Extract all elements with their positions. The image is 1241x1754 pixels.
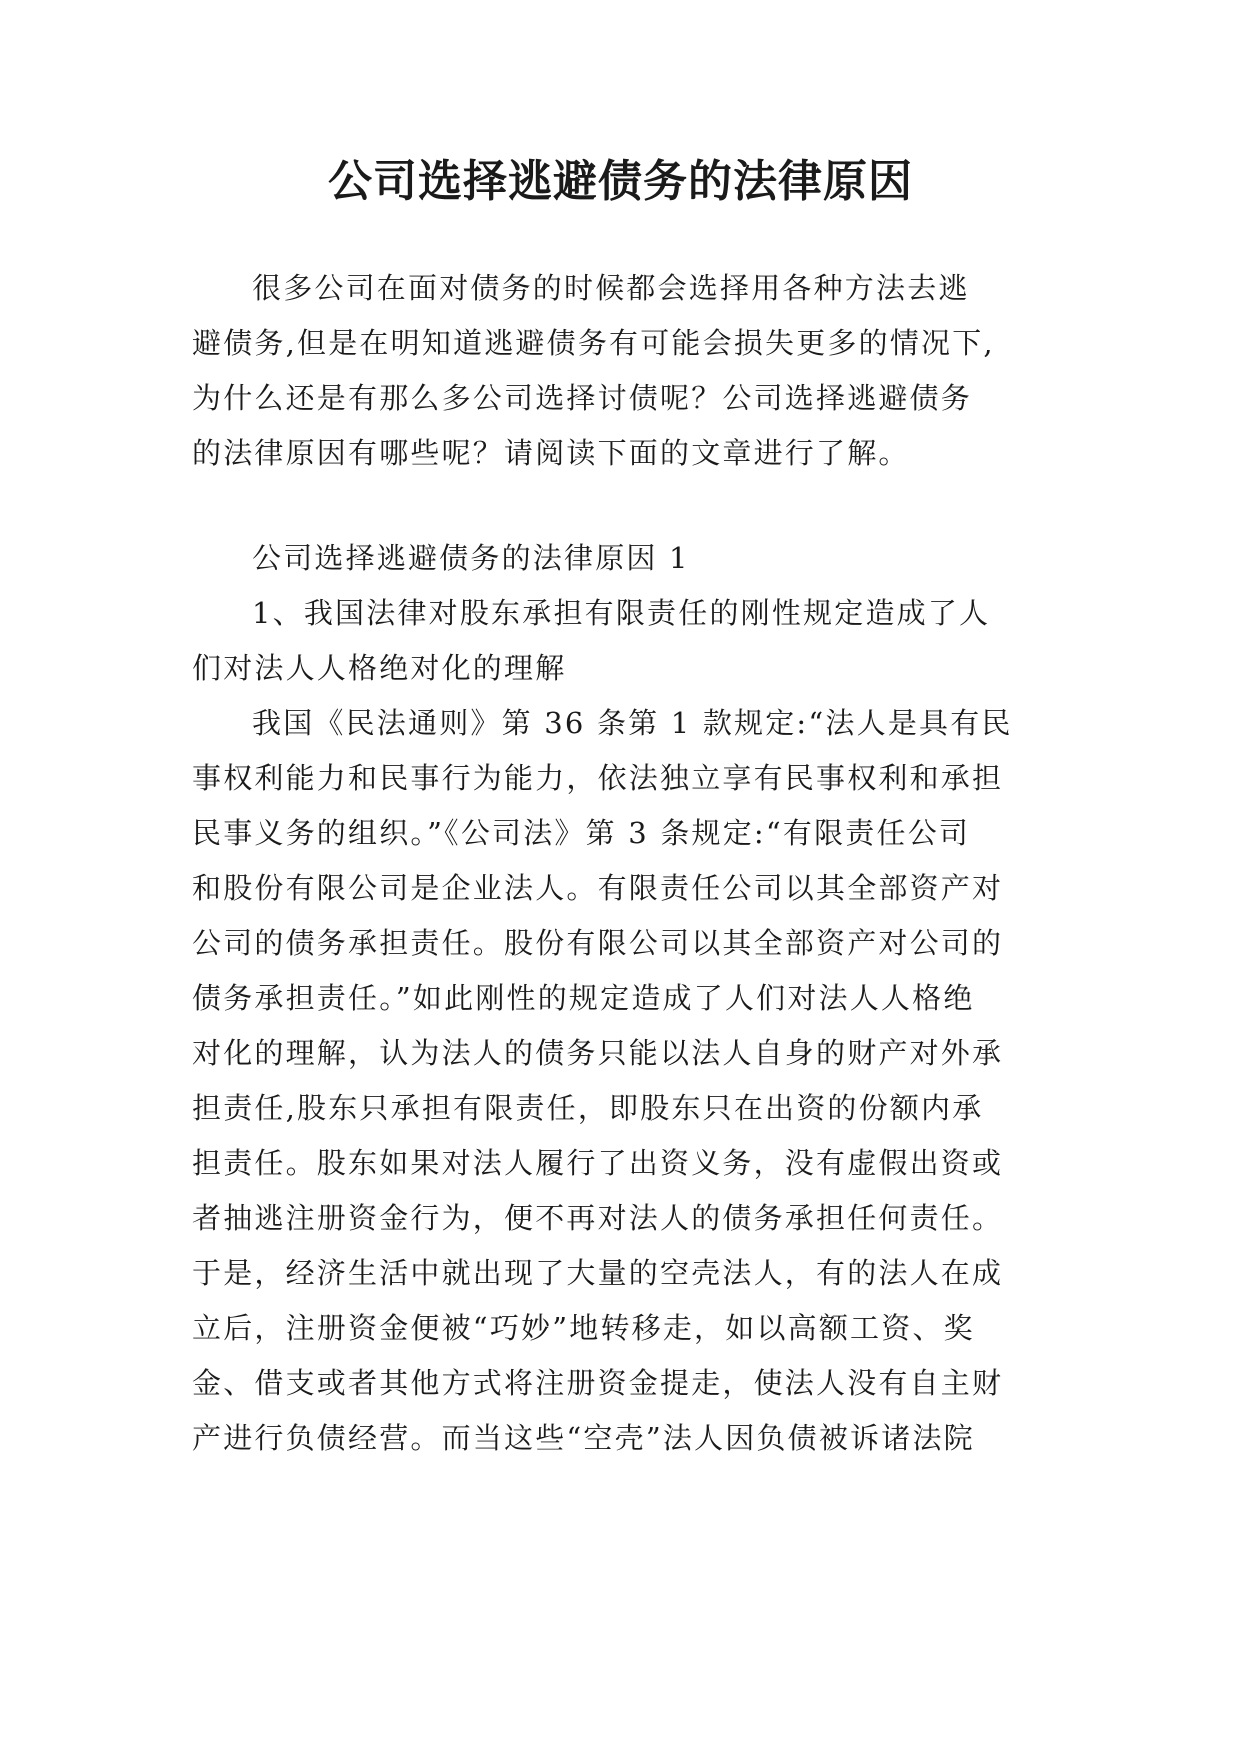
body-line: 对化的理解，认为法人的债务只能以法人自身的财产对外承 [192,1036,1004,1070]
body-line: 我国《民法通则》第 36 条第 1 款规定:“法人是具有民 [252,706,1013,740]
intro-line: 的法律原因有哪些呢？请阅读下面的文章进行了解。 [192,436,910,470]
document-title: 公司选择逃避债务的法律原因 [328,156,913,207]
body-line: 于是，经济生活中就出现了大量的空壳法人，有的法人在成 [192,1256,1004,1290]
body-line: 和股份有限公司是企业法人。有限责任公司以其全部资产对 [192,871,1004,905]
body-line: 产进行负债经营。而当这些“空壳”法人因负债被诉诸法院 [192,1421,975,1455]
body-line: 公司的债务承担责任。股份有限公司以其全部资产对公司的 [192,926,1004,960]
section-heading: 公司选择逃避债务的法律原因 1 [252,541,690,575]
point-heading-line: 1、我国法律对股东承担有限责任的刚性规定造成了人 [252,596,991,630]
body-line: 立后，注册资金便被“巧妙”地转移走，如以高额工资、奖 [192,1311,975,1345]
body-line: 民事义务的组织。”《公司法》第 3 条规定:“有限责任公司 [192,816,971,850]
body-line: 事权利能力和民事行为能力，依法独立享有民事权利和承担 [192,761,1004,795]
body-line: 担责任。股东如果对法人履行了出资义务，没有虚假出资或 [192,1146,1004,1180]
point-heading-line: 们对法人人格绝对化的理解 [192,651,567,685]
body-line: 担责任,股东只承担有限责任，即股东只在出资的份额内承 [192,1091,984,1125]
body-line: 债务承担责任。”如此刚性的规定造成了人们对法人人格绝 [192,981,975,1015]
intro-line: 避债务,但是在明知道逃避债务有可能会损失更多的情况下, [192,326,995,360]
body-line: 金、借支或者其他方式将注册资金提走，使法人没有自主财 [192,1366,1004,1400]
body-line: 者抽逃注册资金行为，便不再对法人的债务承担任何责任。 [192,1201,1004,1235]
intro-line: 为什么还是有那么多公司选择讨债呢？公司选择逃避债务 [192,381,973,415]
intro-line: 很多公司在面对债务的时候都会选择用各种方法去逃 [252,271,970,305]
